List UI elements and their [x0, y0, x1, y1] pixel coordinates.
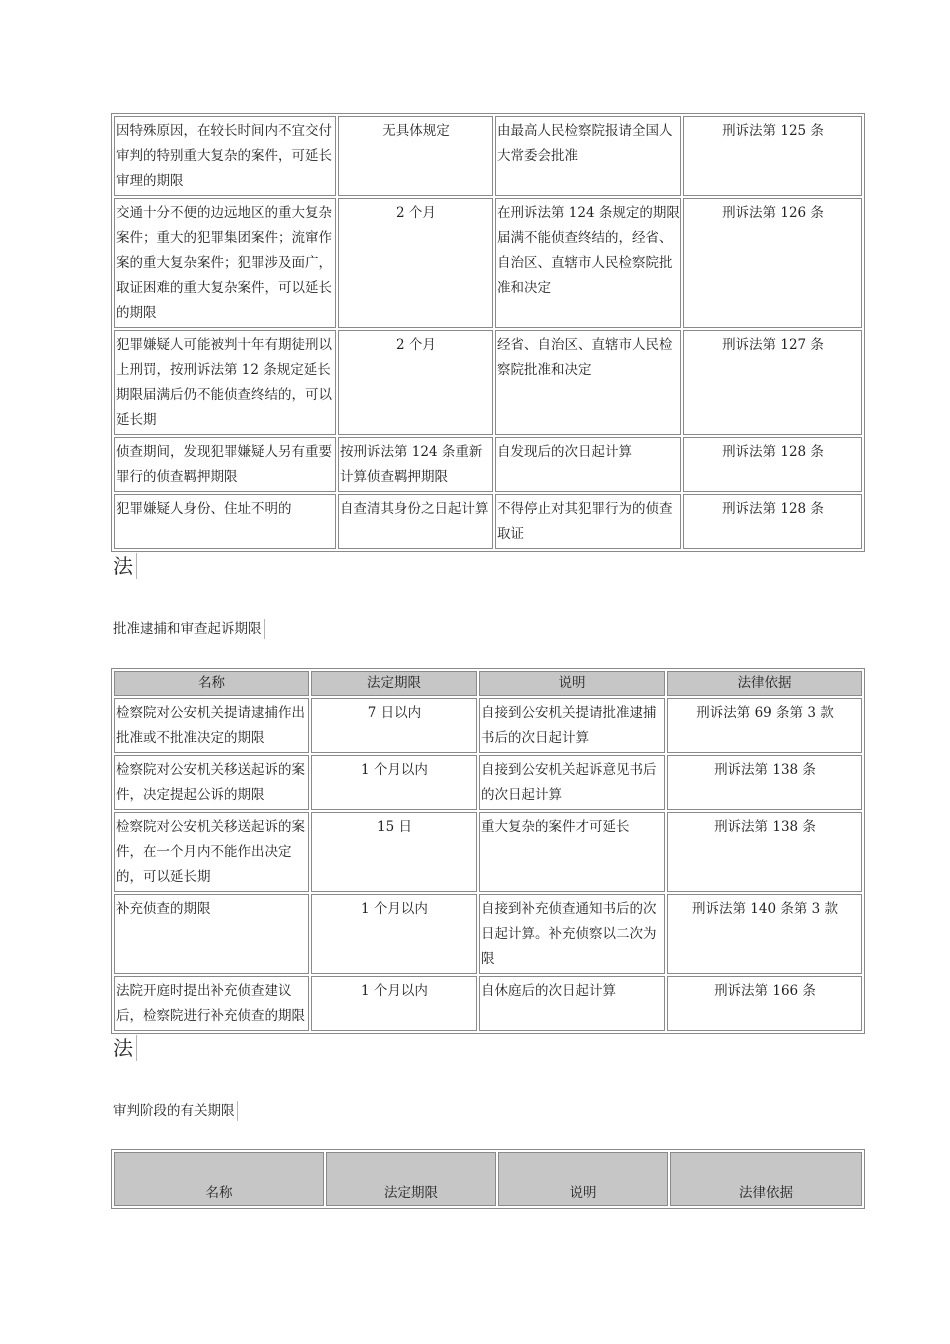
custody-period-table — [111, 113, 865, 552]
column-header: 法律依据 — [670, 1152, 862, 1206]
table-cell: 刑诉法第 69 条第 3 款 — [667, 698, 862, 753]
table-row — [114, 894, 862, 974]
table-cell: 2 个月 — [338, 330, 493, 435]
table-row — [114, 330, 862, 435]
column-header: 说明 — [479, 671, 665, 696]
table-cell: 刑诉法第 128 条 — [683, 437, 862, 492]
table-cell: 自发现后的次日起计算 — [495, 437, 681, 492]
table-cell: 犯罪嫌疑人身份、住址不明的 — [114, 494, 336, 549]
table-row — [114, 116, 862, 196]
table-cell: 因特殊原因，在较长时间内不宜交付审判的特别重大复杂的案件，可延长审理的期限 — [114, 116, 336, 196]
section-heading: 法 — [113, 1035, 137, 1061]
table-cell: 无具体规定 — [338, 116, 493, 196]
table-cell: 检察院对公安机关提请逮捕作出批准或不批准决定的期限 — [114, 698, 309, 753]
table-cell: 不得停止对其犯罪行为的侦查取证 — [495, 494, 681, 549]
section-heading: 法 — [113, 553, 137, 579]
section-subheading: 审判阶段的有关期限 — [113, 1101, 238, 1121]
trial-period-table — [111, 1149, 865, 1209]
table-cell: 自查清其身份之日起计算 — [338, 494, 493, 549]
column-header: 名称 — [114, 1152, 324, 1206]
table-row — [114, 812, 862, 892]
table-cell: 自接到补充侦查通知书后的次日起计算。补充侦察以二次为限 — [479, 894, 665, 974]
table-cell: 刑诉法第 138 条 — [667, 812, 862, 892]
table-cell: 由最高人民检察院报请全国人大常委会批准 — [495, 116, 681, 196]
column-header: 名称 — [114, 671, 309, 696]
table-cell: 犯罪嫌疑人可能被判十年有期徒刑以上刑罚，按刑诉法第 12 条规定延长期限届满后仍不能侦查终结的，可以延长期 — [114, 330, 336, 435]
table-cell: 15 日 — [311, 812, 477, 892]
table-cell: 在刑诉法第 124 条规定的期限届满不能侦查终结的，经省、自治区、直辖市人民检察院批准和决定 — [495, 198, 681, 328]
table-cell: 检察院对公安机关移送起诉的案件，决定提起公诉的期限 — [114, 755, 309, 810]
arrest-prosecution-period-table — [111, 668, 865, 1034]
table-cell: 交通十分不便的边远地区的重大复杂案件；重大的犯罪集团案件；流窜作案的重大复杂案件；犯罪涉及面广，取证困难的重大复杂案件，可以延长的期限 — [114, 198, 336, 328]
table-cell: 7 日以内 — [311, 698, 477, 753]
table-cell: 2 个月 — [338, 198, 493, 328]
table-cell: 侦查期间，发现犯罪嫌疑人另有重要罪行的侦查羁押期限 — [114, 437, 336, 492]
table-cell: 按刑诉法第 124 条重新计算侦查羁押期限 — [338, 437, 493, 492]
table-header-row — [114, 1152, 862, 1206]
table-cell: 刑诉法第 125 条 — [683, 116, 862, 196]
table-row — [114, 198, 862, 328]
table-row — [114, 698, 862, 753]
table-cell: 刑诉法第 128 条 — [683, 494, 862, 549]
column-header: 法律依据 — [667, 671, 862, 696]
table-cell: 自休庭后的次日起计算 — [479, 976, 665, 1031]
table-cell: 1 个月以内 — [311, 894, 477, 974]
table-row — [114, 437, 862, 492]
table-header-row — [114, 671, 862, 696]
table-cell: 法院开庭时提出补充侦查建议后，检察院进行补充侦查的期限 — [114, 976, 309, 1031]
table-cell: 1 个月以内 — [311, 976, 477, 1031]
table-cell: 经省、自治区、直辖市人民检察院批准和决定 — [495, 330, 681, 435]
table-cell: 自接到公安机关提请批准逮捕书后的次日起计算 — [479, 698, 665, 753]
table-cell: 刑诉法第 126 条 — [683, 198, 862, 328]
table-cell: 重大复杂的案件才可延长 — [479, 812, 665, 892]
table-cell: 刑诉法第 140 条第 3 款 — [667, 894, 862, 974]
table-row — [114, 494, 862, 549]
column-header: 说明 — [498, 1152, 668, 1206]
table-row — [114, 755, 862, 810]
table-cell: 1 个月以内 — [311, 755, 477, 810]
section-subheading: 批准逮捕和审查起诉期限 — [113, 619, 265, 639]
column-header: 法定期限 — [326, 1152, 496, 1206]
column-header: 法定期限 — [311, 671, 477, 696]
table-cell: 自接到公安机关起诉意见书后的次日起计算 — [479, 755, 665, 810]
table-cell: 检察院对公安机关移送起诉的案件，在一个月内不能作出决定的，可以延长期 — [114, 812, 309, 892]
table-cell: 刑诉法第 138 条 — [667, 755, 862, 810]
table-cell: 刑诉法第 166 条 — [667, 976, 862, 1031]
table-row — [114, 976, 862, 1031]
table-cell: 补充侦查的期限 — [114, 894, 309, 974]
table-cell: 刑诉法第 127 条 — [683, 330, 862, 435]
